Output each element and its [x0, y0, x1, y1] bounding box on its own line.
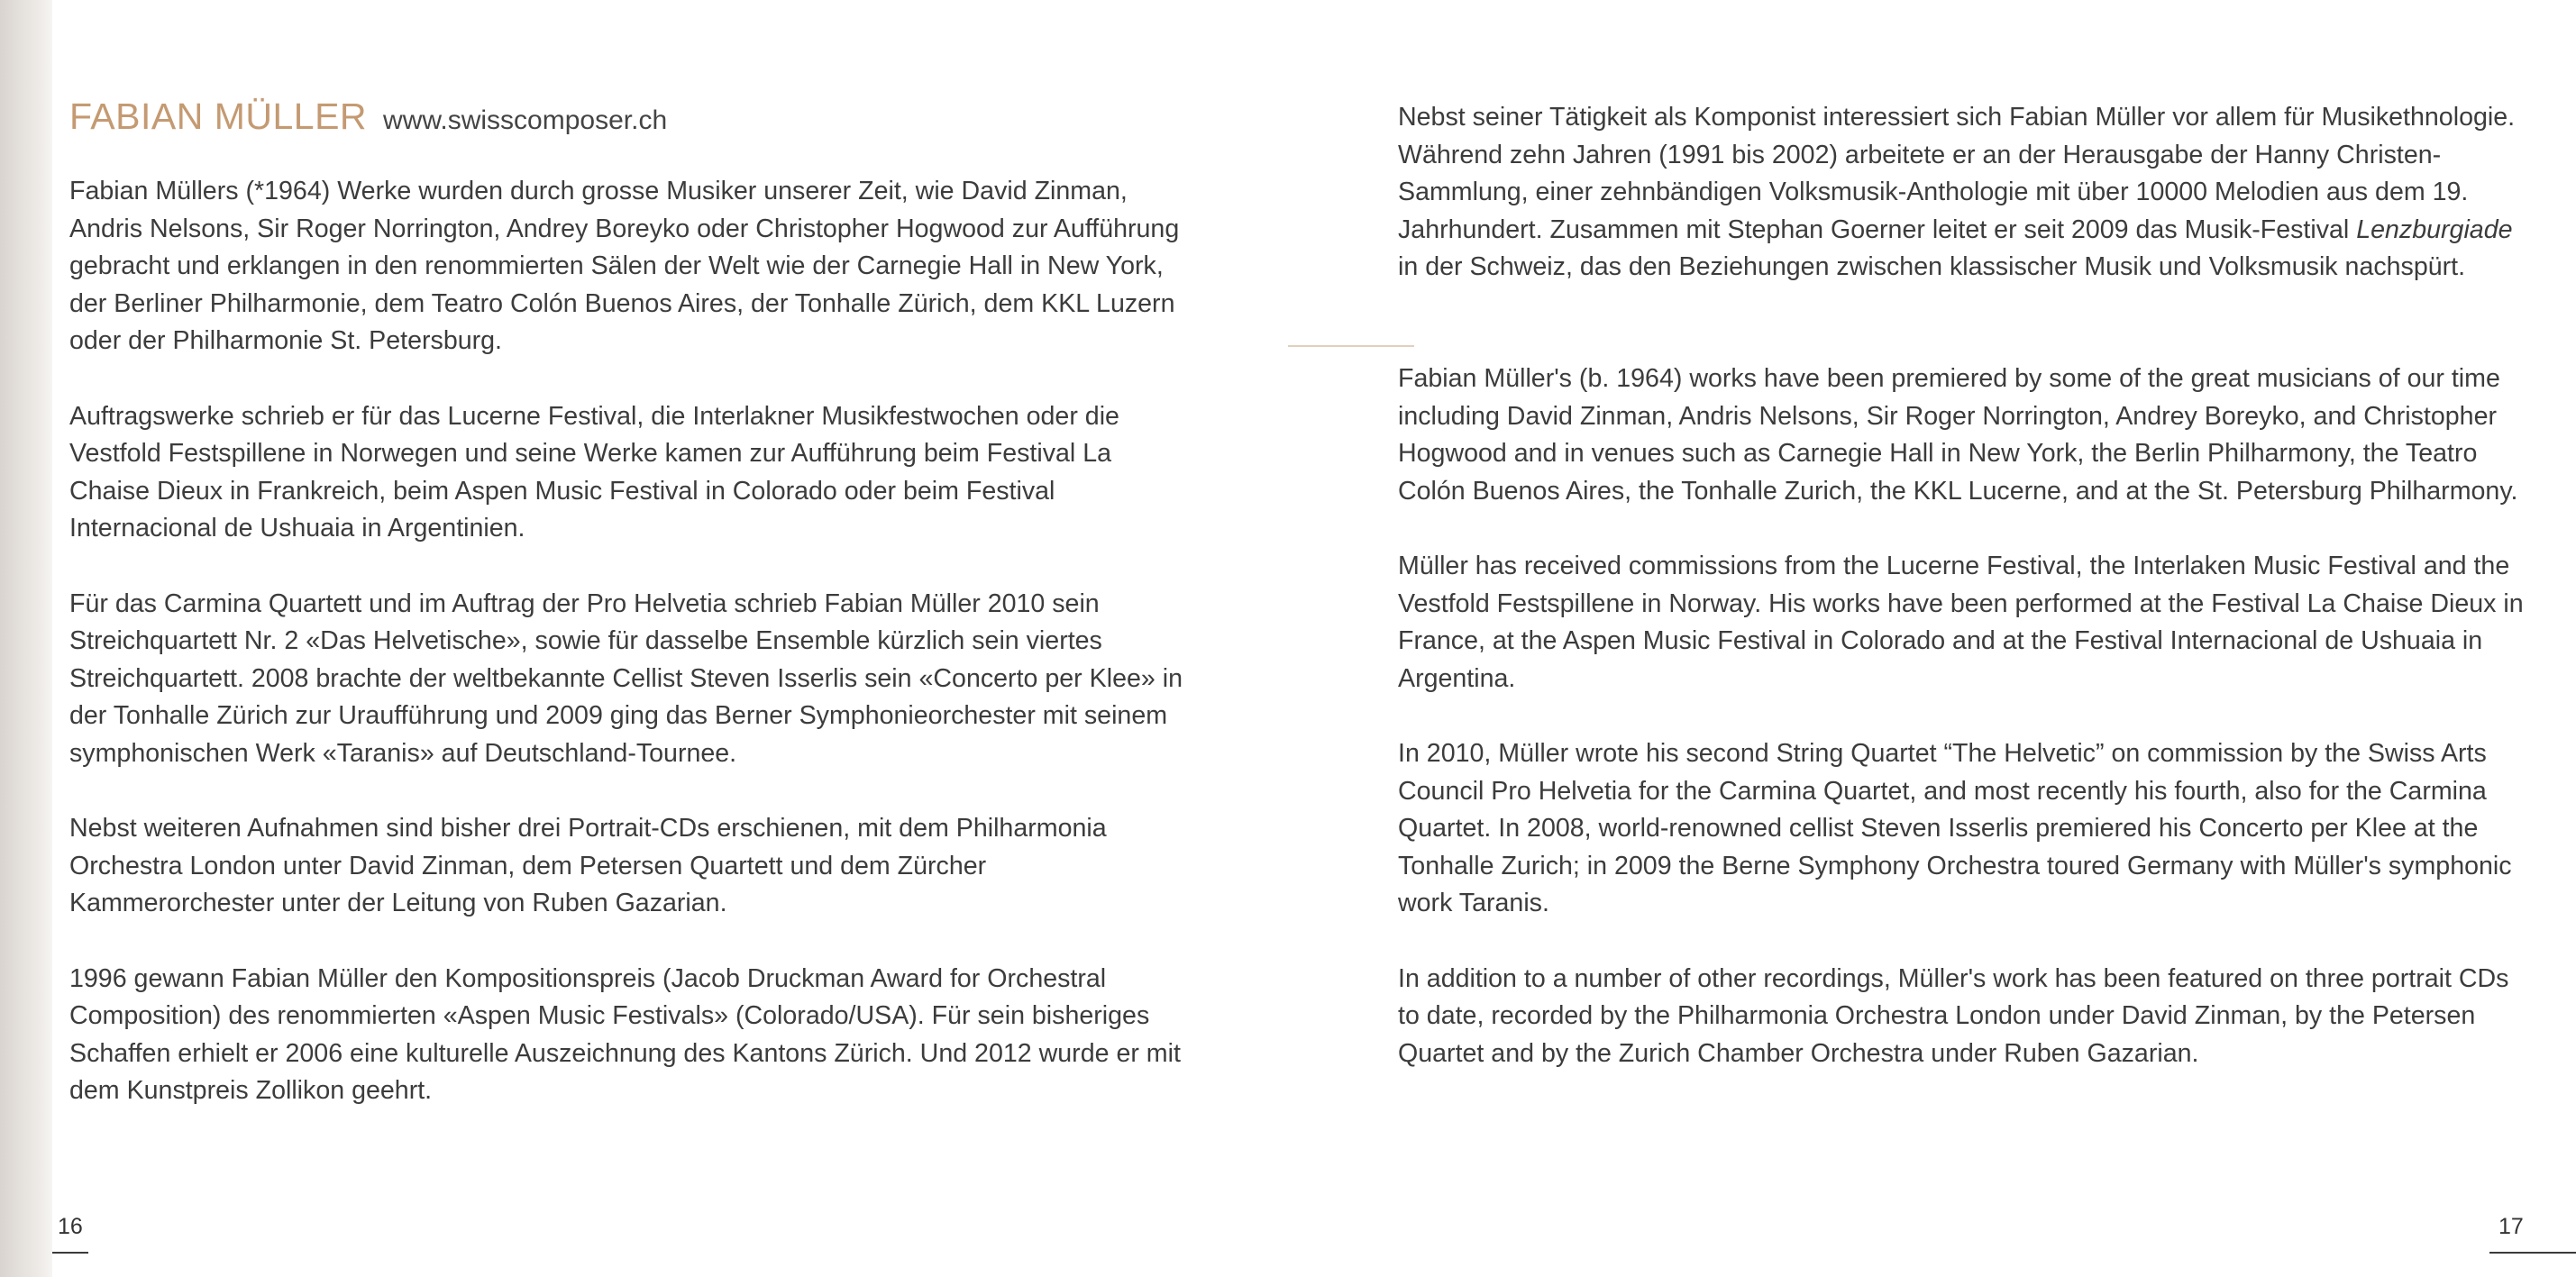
bio-paragraph-de-2: Auftragswerke schrieb er für das Lucerne Festival, die Interlakner Musikfestwochen oder die Vestfold Festspillene in Norwegen und seine Werke kamen zur Aufführung beim Festival La Chaise Dieux in Frankreich, beim Aspen Music Festival in Colorado oder beim Festival Internacional de Ushuaia in Argentinien.	[69, 401, 1119, 543]
composer-website: www.swisscomposer.ch	[383, 105, 668, 135]
festival-name-italic: Lenzburgiade	[2356, 214, 2513, 244]
english-biography	[1398, 360, 2525, 1072]
right-page	[1288, 0, 2576, 1277]
bio-de-6-text-a: Nebst seiner Tätigkeit als Komponist interessiert sich Fabian Müller vor allem für Musikethnologie. Während zehn Jahren (1991 bis 2002) arbeitete er an der Herausgabe der Hanny Christen-Sammlung, einer zehnbändigen Volksmusik-Anthologie mit über 10000 Melodien aus dem 19. Jahrhundert. Zusammen mit Stephan Goerner leitet er seit 2009 das Musik-Festival	[1398, 103, 2516, 244]
bio-paragraph-de-1: Fabian Müllers (*1964) Werke wurden durch grosse Musiker unserer Zeit, wie David Zinman, Andris Nelsons, Sir Roger Norrington, Andrey Boreyko oder Christopher Hogwood zur Aufführung gebracht und erklangen in den renommierten Sälen der Welt wie der Carnegie Hall in New York, der Berliner Philharmonie, dem Teatro Colón Buenos Aires, der Tonhalle Zürich, dem KKL Luzern oder der Philharmonie St. Petersburg.	[69, 177, 1180, 355]
page-heading	[69, 96, 667, 138]
bio-paragraph-en-1: Fabian Müller's (b. 1964) works have been premiered by some of the great musicians of our time including David Zinman, Andris Nelsons, Sir Roger Norrington, Andrey Boreyko, and Christopher Hogwood and in venues such as Carnegie Hall in New York, the Berlin Philharmony, the Teatro Colón Buenos Aires, the Tonhalle Zurich, the KKL Lucerne, and at the St. Petersburg Philharmony.	[1398, 364, 2518, 506]
bio-paragraph-de-5: 1996 gewann Fabian Müller den Kompositionspreis (Jacob Druckman Award for Orchestral Composition) des renommierten «Aspen Music Festivals» (Colorado/USA). Für sein bisheriges Schaffen erhielt er 2006 eine kulturelle Auszeichnung des Kantons Zürich. Und 2012 wurde er mit dem Kunstpreis Zollikon geehrt.	[69, 963, 1181, 1105]
bio-paragraph-en-4: In addition to a number of other recordings, Müller's work has been featured on three portrait CDs to date, recorded by the Philharmonia Orchestra London under David Zinman, by the Petersen Quartet and by the Zurich Chamber Orchestra under Ruben Gazarian.	[1398, 963, 2509, 1068]
bio-paragraph-en-2: Müller has received commissions from the Lucerne Festival, the Interlaken Music Festival and the Vestfold Festspillene in Norway. His works have been performed at the Festival La Chaise Dieux in France, at the Aspen Music Festival in Colorado and at the Festival Internacional de Ushuaia in Argentina.	[1398, 552, 2524, 693]
page-number-right: 17	[2498, 1214, 2524, 1239]
language-divider	[1288, 345, 1414, 347]
bio-paragraph-de-6	[1398, 99, 2525, 287]
book-binding-edge	[0, 0, 52, 1277]
page-number-rule-right	[2489, 1252, 2576, 1254]
german-biography-continued	[1398, 99, 2525, 287]
bio-paragraph-de-3: Für das Carmina Quartett und im Auftrag der Pro Helvetia schrieb Fabian Müller 2010 sein Streichquartett Nr. 2 «Das Helvetische», sowie für dasselbe Ensemble kürzlich sein viertes Streichquartett. 2008 brachte der weltbekannte Cellist Steven Isserlis sein «Concerto per Klee» in der Tonhalle Zürich zur Uraufführung und 2009 ging das Berner Symphonieorchester mit seinem symphonischen Werk «Taranis» auf Deutschland-Tournee.	[69, 588, 1183, 768]
german-biography	[69, 173, 1196, 1110]
page-number-rule-left	[52, 1252, 88, 1254]
bio-paragraph-en-3: In 2010, Müller wrote his second String Quartet “The Helvetic” on commission by the Swiss Arts Council Pro Helvetia for the Carmina Quartet, and most recently his fourth, also for the Carmina Quartet. In 2008, world-renowned cellist Steven Isserlis premiered his Concerto per Klee at the Tonhalle Zurich; in 2009 the Berne Symphony Orchestra toured Germany with Müller's symphonic work Taranis.	[1398, 739, 2512, 917]
composer-name: FABIAN MÜLLER	[69, 96, 368, 137]
bio-paragraph-de-4: Nebst weiteren Aufnahmen sind bisher drei Portrait-CDs erschienen, mit dem Philharmonia Orchestra London unter David Zinman, dem Petersen Quartett und dem Zürcher Kammerorchester unter der Leitung von Ruben Gazarian.	[69, 814, 1107, 917]
bio-de-6-text-b: in der Schweiz, das den Beziehungen zwischen klassischer Musik und Volksmusik nachspürt.	[1398, 252, 2466, 281]
page-number-left: 16	[58, 1214, 83, 1239]
